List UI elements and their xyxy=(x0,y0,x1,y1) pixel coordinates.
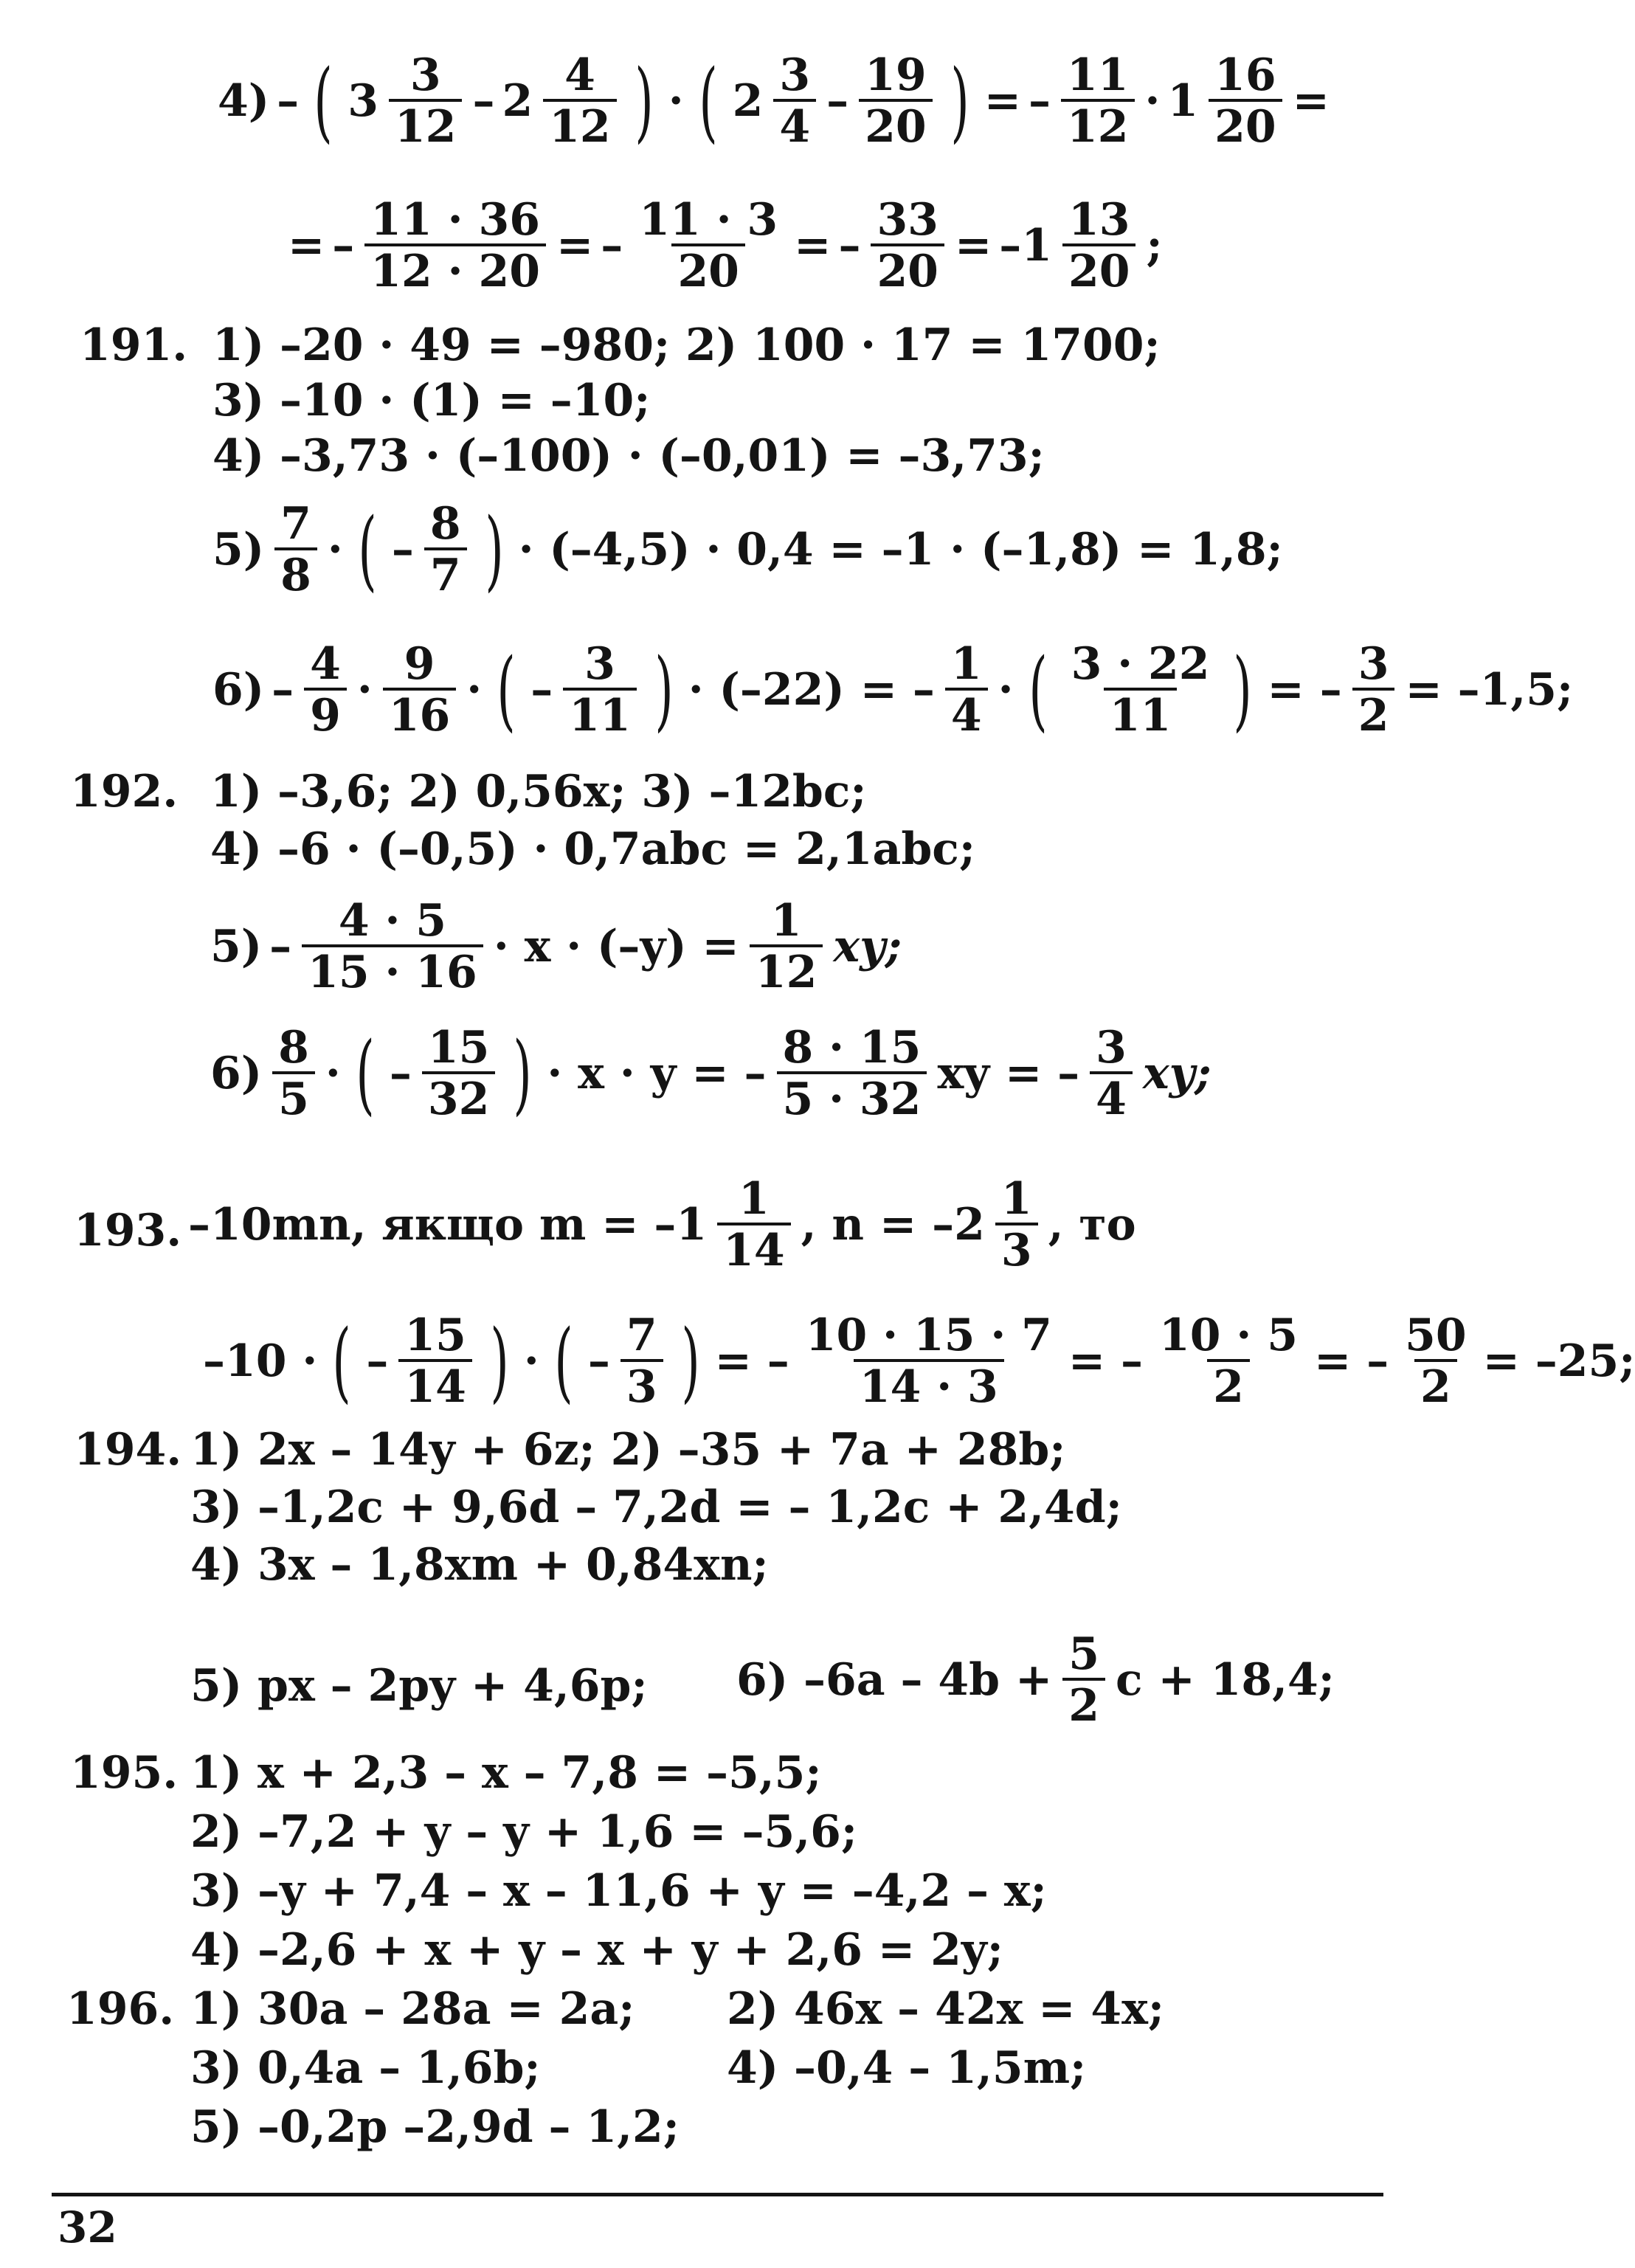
p192-line1: 1) –3,6; 2) 0,56x; 3) –12bc; xyxy=(210,766,867,817)
fraction: $\frac{15}{14}$ xyxy=(398,1313,472,1409)
left-paren: ( xyxy=(358,499,377,601)
dot: · xyxy=(523,1335,539,1387)
whole-part: 3 xyxy=(348,75,378,127)
p191-line3: 3) –10 · (1) = –10; xyxy=(212,375,651,426)
expression-text: · (–22) = – xyxy=(688,664,935,716)
equals: = xyxy=(1292,75,1330,127)
dot: · xyxy=(325,1048,341,1099)
minus-sign: – xyxy=(269,921,292,972)
p195-line4: 4) –2,6 + x + y – x + y + 2,6 = 2y; xyxy=(190,1924,1003,1976)
item-label: 4) xyxy=(218,75,270,127)
fraction: $\frac{19}{20}$ xyxy=(859,53,933,149)
fraction: $\frac{5}{2}$ xyxy=(1062,1632,1105,1728)
fraction: $\frac{15}{32}$ xyxy=(422,1026,496,1121)
expression-text: 6) –6a – 4b + xyxy=(736,1654,1053,1706)
p196-line3a: 3) 0,4a – 1,6b; xyxy=(190,2042,541,2094)
left-paren: ( xyxy=(314,50,333,152)
whole-part: 1 xyxy=(1167,75,1199,127)
p195-line1: 1) x + 2,3 – x – 7,8 = –5,5; xyxy=(190,1747,822,1799)
minus-sign: – xyxy=(332,220,355,272)
equals: = xyxy=(288,220,325,272)
expression-text: = – xyxy=(1313,1335,1389,1387)
p191-line5 xyxy=(212,498,1283,601)
minus-sign: – xyxy=(587,1335,610,1387)
left-paren: ( xyxy=(332,1310,351,1412)
fraction: $\frac{1}{14}$ xyxy=(717,1177,791,1273)
expression-text: = – xyxy=(714,1335,789,1387)
expression-text: = –1,5; xyxy=(1405,664,1574,716)
right-paren: ) xyxy=(490,1310,509,1412)
equals: = xyxy=(954,220,992,272)
fraction: $\frac{8 \cdot 15}{5 \cdot 32}$ xyxy=(777,1026,927,1121)
expression-text: · x · (–y) = xyxy=(493,921,739,972)
fraction: $\frac{3}{2}$ xyxy=(1352,642,1395,738)
p190-item4-row1 xyxy=(218,49,1330,153)
problem-196-number: 196. xyxy=(66,1983,175,2035)
fraction: $\frac{7}{8}$ xyxy=(274,502,317,598)
expression-text: –10 · xyxy=(203,1335,318,1387)
minus-sign: – xyxy=(601,220,623,272)
expression-text: xy = – xyxy=(937,1048,1080,1099)
item-label: 6) xyxy=(212,664,265,716)
dot: · xyxy=(327,524,343,575)
minus-sign: – xyxy=(530,664,553,716)
fraction: $\frac{11}{12}$ xyxy=(1061,53,1135,149)
expression-text: xy; xyxy=(1142,1048,1211,1099)
p191-line4: 4) –3,73 · (–100) · (–0,01) = –3,73; xyxy=(212,430,1045,482)
p196-line5: 5) –0,2p –2,9d – 1,2; xyxy=(190,2101,680,2153)
expression-text: = –25; xyxy=(1482,1335,1635,1387)
expression-text: , n = –2 xyxy=(801,1199,985,1251)
p194-line3: 3) –1,2c + 9,6d – 7,2d = – 1,2c + 2,4d; xyxy=(190,1482,1122,1533)
p194-line5: 5) px – 2py + 4,6p; xyxy=(190,1660,648,1712)
right-paren: ) xyxy=(950,50,969,152)
minus-sign: – xyxy=(1029,75,1051,127)
minus-sign: – xyxy=(389,1048,412,1099)
minus-sign: – xyxy=(366,1335,389,1387)
fraction: $\frac{11 \cdot 36}{12 \cdot 20}$ xyxy=(364,198,546,294)
right-paren: ) xyxy=(635,50,654,152)
dot: · xyxy=(998,664,1014,716)
whole-part: 2 xyxy=(732,75,764,127)
left-paren: ( xyxy=(554,1310,573,1412)
expression-text: –10mn, якщо m = –1 xyxy=(188,1199,708,1251)
p191-line1: 1) –20 · 49 = –980; 2) 100 · 17 = 1700; xyxy=(212,319,1161,371)
whole-part: 2 xyxy=(502,75,533,127)
fraction: $\frac{3}{4}$ xyxy=(1090,1026,1133,1121)
fraction: $\frac{8}{7}$ xyxy=(424,502,467,598)
page-number: 32 xyxy=(58,2202,117,2253)
p196-line1b: 2) 46x – 42x = 4x; xyxy=(727,1983,1165,2035)
item-label: 5) xyxy=(212,524,265,575)
right-paren: ) xyxy=(680,1310,700,1412)
p194-line6 xyxy=(736,1628,1335,1732)
left-paren: ( xyxy=(698,50,718,152)
left-paren: ( xyxy=(497,639,516,741)
minus-sign: – xyxy=(838,220,861,272)
p193-calculation xyxy=(203,1310,1635,1413)
p192-line5 xyxy=(210,895,902,998)
right-paren: ) xyxy=(1233,639,1253,741)
left-paren: ( xyxy=(1028,639,1048,741)
item-label: 6) xyxy=(210,1048,263,1099)
footer-rule xyxy=(52,2193,1383,2196)
minus-sign: – xyxy=(472,75,495,127)
expression-text: = – xyxy=(1267,664,1342,716)
p194-line4: 4) 3x – 1,8xm + 0,84xn; xyxy=(190,1539,769,1591)
fraction: $\frac{9}{16}$ xyxy=(383,642,457,738)
expression-text: c + 18,4; xyxy=(1116,1654,1335,1706)
dot: · xyxy=(1144,75,1161,127)
fraction: $\frac{33}{20}$ xyxy=(871,198,944,294)
fraction: $\frac{1}{4}$ xyxy=(945,642,988,738)
problem-193-number: 193. xyxy=(74,1205,182,1256)
expression-text: xy; xyxy=(833,921,902,972)
fraction: $\frac{10 \cdot 15 \cdot 7}{14 \cdot 3}$ xyxy=(805,1310,1052,1413)
p194-line1: 1) 2x – 14y + 6z; 2) –35 + 7a + 28b; xyxy=(190,1424,1066,1476)
dot: · xyxy=(356,664,373,716)
fraction: $\frac{1}{12}$ xyxy=(750,899,823,995)
p195-line3: 3) –y + 7,4 – x – 11,6 + y = –4,2 – x; xyxy=(190,1865,1047,1917)
minus-sign: – xyxy=(272,664,294,716)
fraction: $\frac{4 \cdot 5}{15 \cdot 16}$ xyxy=(302,899,483,995)
p192-line6 xyxy=(210,1022,1211,1125)
right-paren: ) xyxy=(484,499,504,601)
fraction: $\frac{16}{20}$ xyxy=(1209,53,1282,149)
equals: = xyxy=(984,75,1021,127)
p191-line6 xyxy=(212,638,1574,741)
minus-sign: – xyxy=(391,524,414,575)
p192-line4: 4) –6 · (–0,5) · 0,7abc = 2,1abc; xyxy=(210,823,975,875)
p190-item4-row2 xyxy=(288,194,1163,297)
left-paren: ( xyxy=(356,1023,375,1124)
fraction: $\frac{3}{11}$ xyxy=(563,642,637,738)
fraction: $\frac{50}{2}$ xyxy=(1405,1310,1467,1413)
fraction: $\frac{3 \cdot 22}{11}$ xyxy=(1071,638,1210,741)
expression-text: = – xyxy=(1068,1335,1144,1387)
problem-191-number: 191. xyxy=(80,319,188,371)
dot: · xyxy=(668,75,684,127)
p195-line2: 2) –7,2 + y – y + 1,6 = –5,6; xyxy=(190,1806,857,1858)
semicolon: ; xyxy=(1146,220,1163,272)
right-paren: ) xyxy=(654,639,674,741)
p193-intro xyxy=(188,1173,1136,1276)
fraction: $\frac{7}{3}$ xyxy=(621,1313,663,1409)
equals: = xyxy=(556,220,594,272)
expression-text: , то xyxy=(1048,1199,1136,1251)
fraction: $\frac{4}{12}$ xyxy=(543,53,617,149)
item-label: 5) xyxy=(210,921,263,972)
fraction: $\frac{4}{9}$ xyxy=(304,642,347,738)
fraction: $\frac{3}{4}$ xyxy=(773,53,816,149)
whole-part: –1 xyxy=(999,220,1052,272)
fraction: $\frac{1}{3}$ xyxy=(995,1177,1038,1273)
minus-sign: – xyxy=(277,75,300,127)
expression-text: · (–4,5) · 0,4 = –1 · (–1,8) = 1,8; xyxy=(518,524,1283,575)
problem-192-number: 192. xyxy=(70,766,179,817)
fraction: $\frac{11 \cdot 3}{20}$ xyxy=(639,194,778,297)
fraction: $\frac{3}{12}$ xyxy=(389,53,463,149)
expression-text: · x · y = – xyxy=(547,1048,767,1099)
problem-194-number: 194. xyxy=(74,1424,182,1476)
p196-line3b: 4) –0,4 – 1,5m; xyxy=(727,2042,1087,2094)
equals: = xyxy=(794,220,832,272)
right-paren: ) xyxy=(513,1023,533,1124)
fraction: $\frac{8}{5}$ xyxy=(272,1026,315,1121)
problem-195-number: 195. xyxy=(70,1747,179,1799)
p196-line1a: 1) 30a – 28a = 2a; xyxy=(190,1983,635,2035)
fraction: $\frac{13}{20}$ xyxy=(1062,198,1136,294)
minus-sign: – xyxy=(826,75,849,127)
fraction: $\frac{10 \cdot 5}{2}$ xyxy=(1159,1310,1298,1413)
dot: · xyxy=(466,664,483,716)
